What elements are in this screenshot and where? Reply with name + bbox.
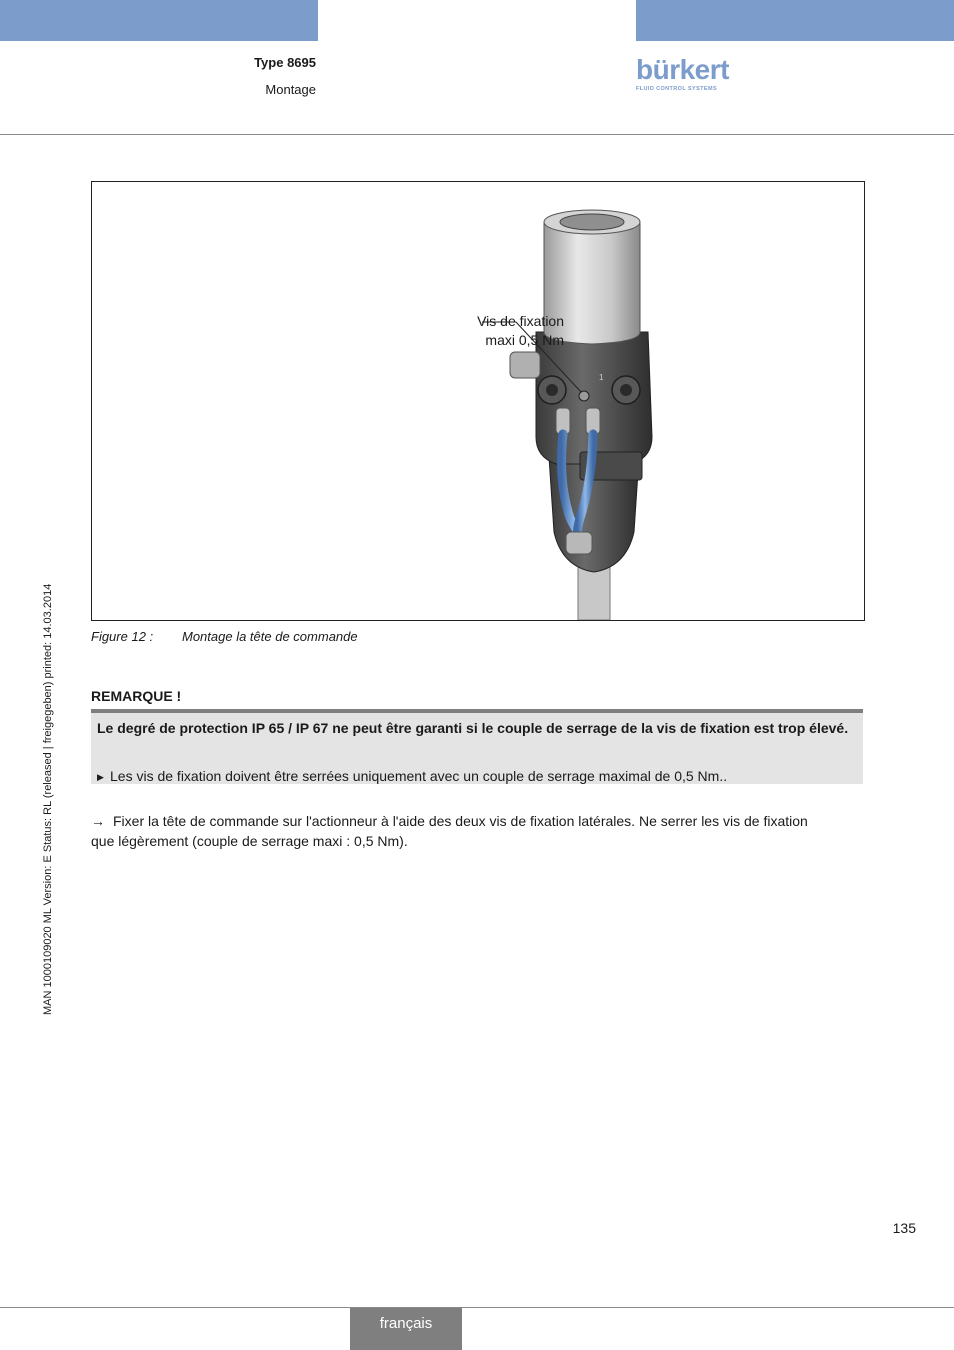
step-arrow-icon: → <box>91 813 105 829</box>
note-bullet <box>97 767 859 786</box>
header-divider <box>0 134 954 135</box>
note-bullet-text: Les vis de fixation doivent être serrées uniquement avec un couple de serrage maximal de 0,5 Nm.. <box>110 768 728 784</box>
port-label: 1 <box>599 373 604 382</box>
note-box <box>91 709 863 784</box>
doc-type: Type 8695 <box>254 55 316 70</box>
caption-number: Figure 12 : <box>91 629 154 644</box>
logo-word: bürkert <box>636 54 729 85</box>
bullet-triangle-icon: ▶ <box>97 772 104 782</box>
figure-frame <box>91 181 865 621</box>
document-status-line: MAN 1000109020 ML Version: E Status: RL (released | freigegeben) printed: 14.03.2014 <box>42 583 54 1015</box>
header-band-right <box>636 0 954 41</box>
callout-line-2: maxi 0,5 Nm <box>485 332 564 348</box>
footer-divider <box>0 1307 954 1308</box>
step-text: Fixer la tête de commande sur l'actionneur à l'aide des deux vis de fixation latérales. Ne serrer les vis de fixation que légèrement (couple de serrage maxi : 0,5 Nm). <box>91 813 808 849</box>
burkert-logo <box>636 56 736 92</box>
header-band-left <box>0 0 318 41</box>
note-warning-text: Le degré de protection IP 65 / IP 67 ne peut être garanti si le couple de serrage de la vis de fixation est trop élevé. <box>97 720 849 736</box>
caption-text: Montage la tête de commande <box>182 629 358 644</box>
control-head-illustration <box>92 182 864 620</box>
logo-tagline: FLUID CONTROL SYSTEMS <box>636 86 718 92</box>
instruction-step <box>91 811 831 851</box>
page-number: 135 <box>892 1220 916 1236</box>
language-tab: français <box>350 1308 462 1350</box>
figure-caption <box>91 629 358 644</box>
doc-section: Montage <box>265 82 316 97</box>
callout-line-1: Vis de fixation <box>477 313 564 329</box>
note-title: REMARQUE ! <box>91 688 182 704</box>
screw-callout <box>422 312 564 350</box>
